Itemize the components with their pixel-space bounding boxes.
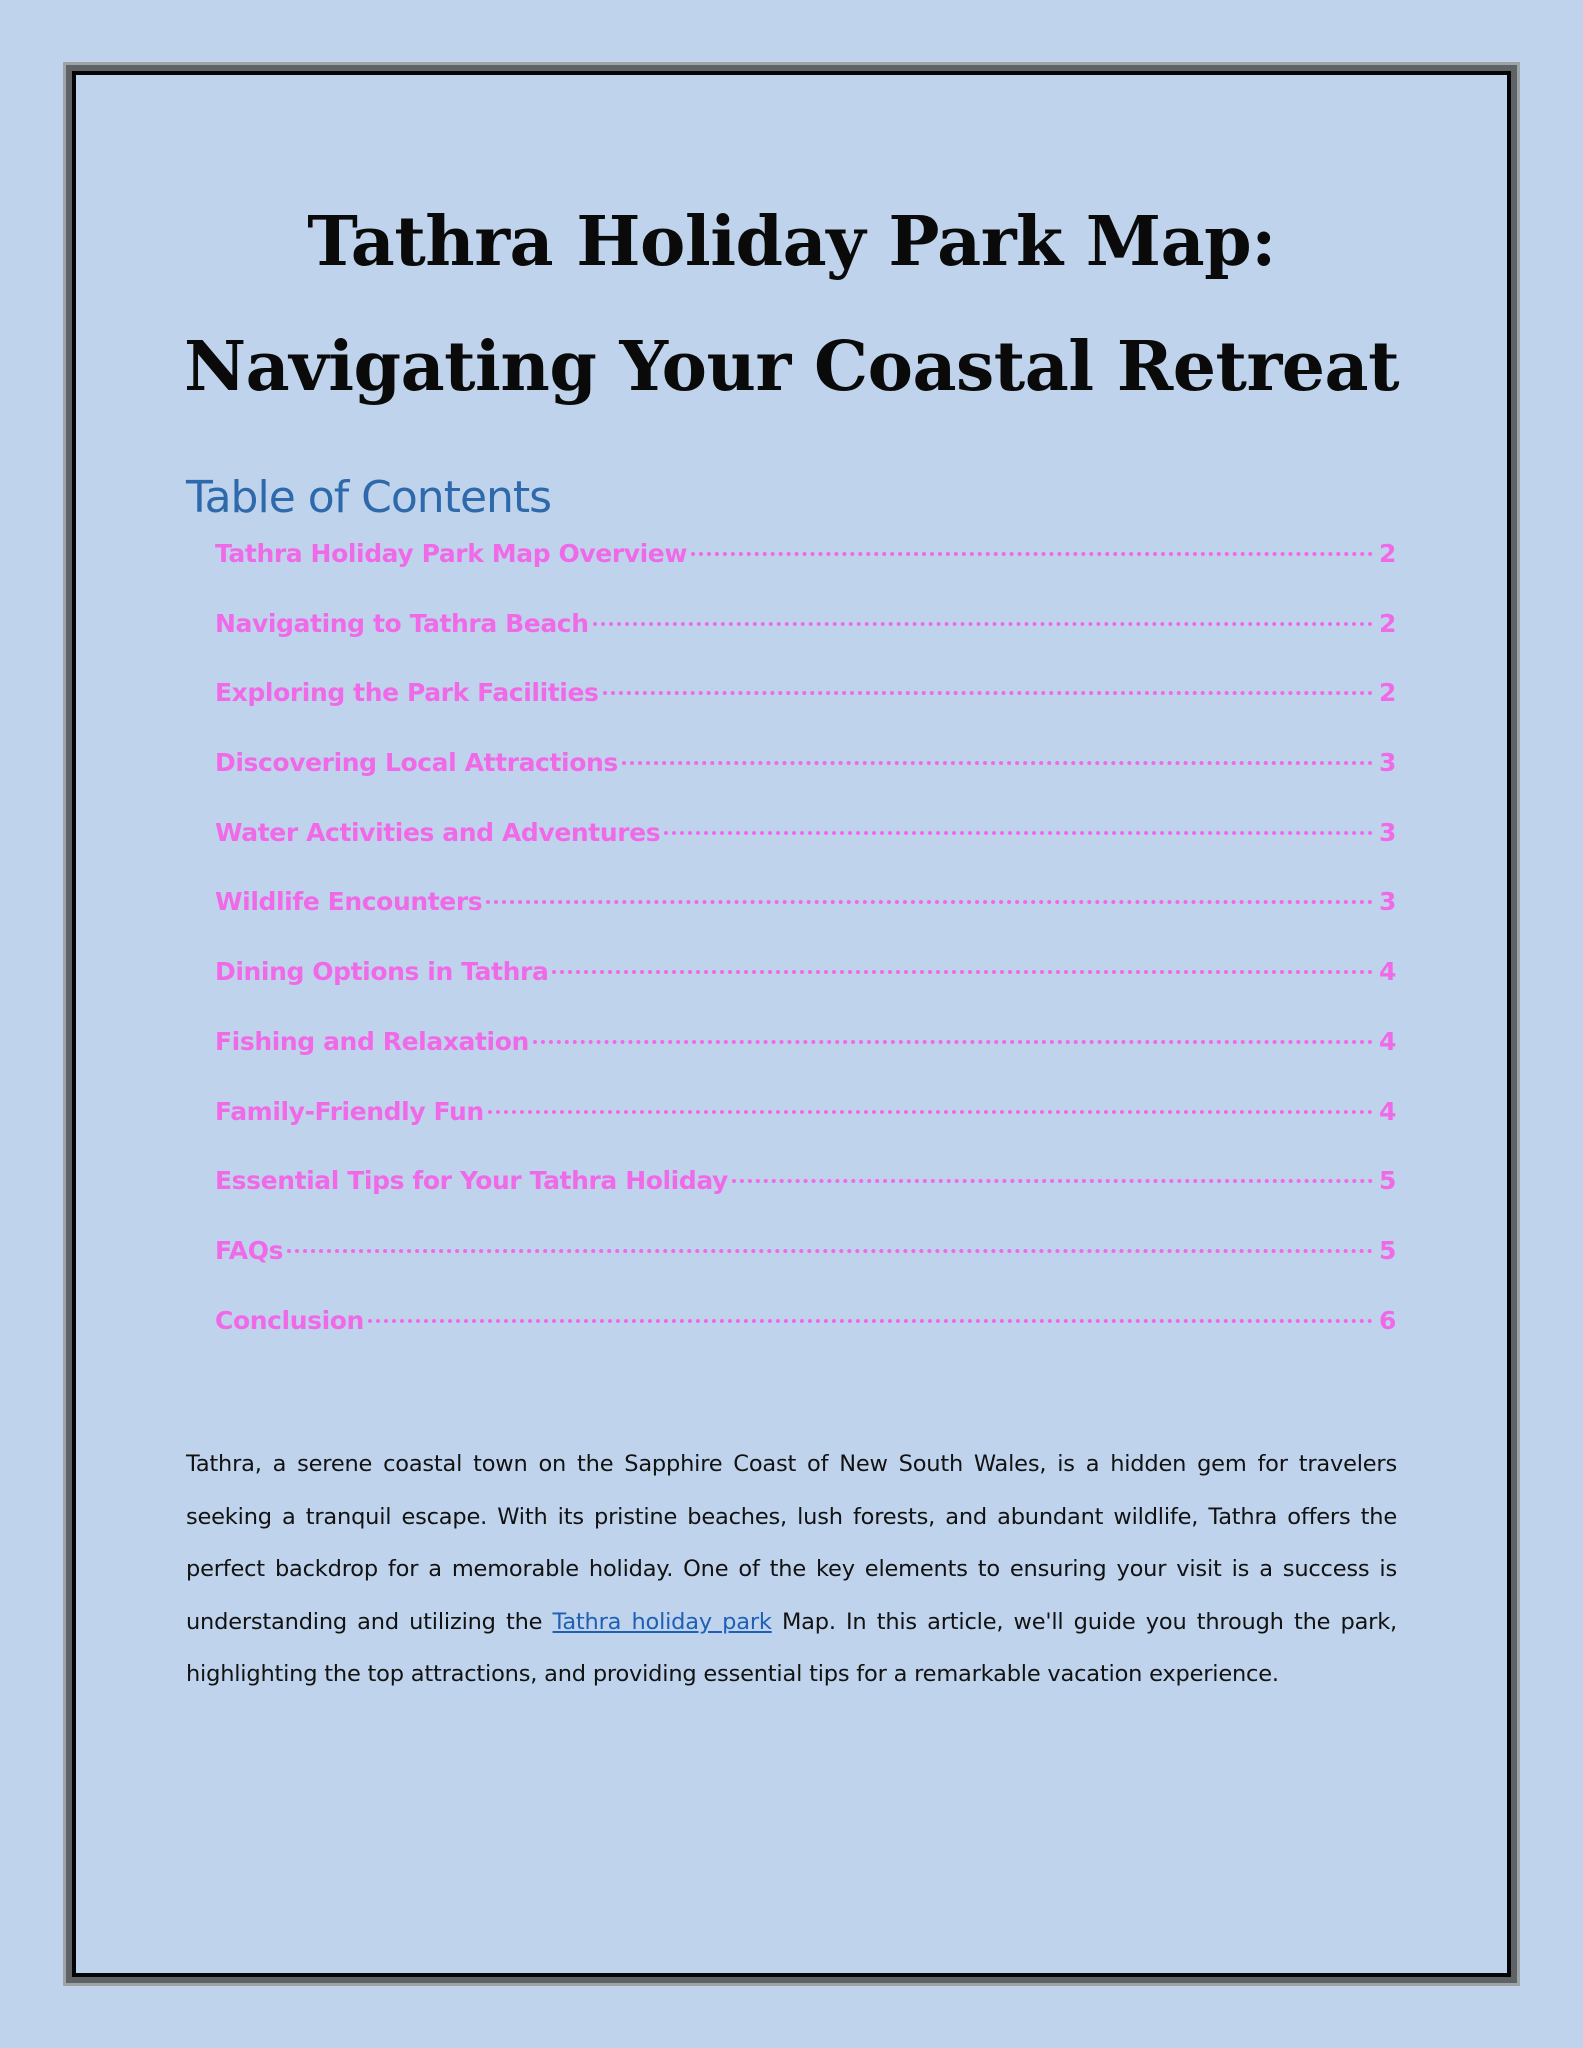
- toc-entry-page: 2: [1379, 678, 1396, 708]
- intro-paragraph: [186, 1438, 1397, 1701]
- toc-entry-page: 3: [1379, 817, 1396, 847]
- toc-leader-dots: [552, 970, 1373, 974]
- toc-entry-wildlife-encounters[interactable]: [215, 882, 1396, 952]
- toc-leader-dots: [603, 691, 1374, 695]
- toc-entry-local-attractions[interactable]: [215, 743, 1396, 813]
- toc-entry-title: Family-Friendly Fun: [215, 1096, 484, 1126]
- toc-entry-title: Fishing and Relaxation: [215, 1026, 529, 1056]
- toc-entry-title: Water Activities and Adventures: [215, 817, 661, 847]
- toc-entry-title: Exploring the Park Facilities: [215, 678, 599, 708]
- toc-entry-page: 3: [1379, 748, 1396, 778]
- toc-entry-title: Essential Tips for Your Tathra Holiday: [215, 1166, 728, 1196]
- toc-entry-title: Dining Options in Tathra: [215, 957, 549, 987]
- toc-entry-title: Navigating to Tathra Beach: [215, 608, 589, 638]
- toc-entry-page: 5: [1379, 1235, 1396, 1265]
- toc-entry-navigating-to-beach[interactable]: [215, 604, 1396, 674]
- toc-entry-page: 4: [1379, 1096, 1396, 1126]
- toc-entry-fishing-relaxation[interactable]: [215, 1022, 1396, 1092]
- toc-entry-page: 3: [1379, 887, 1396, 917]
- toc-leader-dots: [664, 831, 1373, 835]
- toc-entry-page: 4: [1379, 1026, 1396, 1056]
- toc-leader-dots: [593, 622, 1373, 626]
- toc-leader-dots: [486, 900, 1373, 904]
- toc-entry-title: Tathra Holiday Park Map Overview: [215, 539, 688, 568]
- toc-leader-dots: [533, 1040, 1373, 1044]
- toc-entry-conclusion[interactable]: [215, 1301, 1396, 1371]
- toc-entry-family-fun[interactable]: [215, 1092, 1396, 1162]
- toc-entry-title: Wildlife Encounters: [215, 887, 483, 917]
- document-title: Tathra Holiday Park Map: Navigating Your Coastal Retreat: [183, 202, 1400, 407]
- toc-leader-dots: [368, 1319, 1373, 1323]
- toc-entry-page: 2: [1379, 608, 1396, 638]
- toc-entry-park-map-overview[interactable]: [215, 534, 1396, 604]
- toc-heading: Table of Contents: [186, 472, 552, 523]
- table-of-contents: [215, 534, 1396, 1370]
- intro-text-after-link: Map. In this article, we'll guide you through the park, highlighting the top attractions, and providing essential tips for a remarkable vacation experience.: [186, 1608, 1397, 1687]
- toc-entry-water-activities[interactable]: [215, 813, 1396, 883]
- toc-entry-title: FAQs: [215, 1235, 284, 1265]
- toc-entry-title: Conclusion: [215, 1305, 364, 1335]
- toc-entry-dining-options[interactable]: [215, 952, 1396, 1022]
- toc-leader-dots: [732, 1179, 1373, 1183]
- toc-leader-dots: [488, 1110, 1373, 1114]
- toc-entry-faqs[interactable]: [215, 1231, 1396, 1301]
- toc-entry-page: 5: [1379, 1166, 1396, 1196]
- toc-entry-page: 4: [1379, 957, 1396, 987]
- toc-entry-title: Discovering Local Attractions: [215, 748, 618, 778]
- tathra-holiday-park-link[interactable]: Tathra holiday park: [552, 1608, 772, 1635]
- toc-leader-dots: [622, 761, 1373, 765]
- intro-text-before-link: Tathra, a serene coastal town on the Sapphire Coast of New South Wales, is a hidden gem for travelers seeking a tranquil escape. With its pristine beaches, lush forests, and abundant wildlife, Tathra offers the perfect backdrop for a memorable holiday. One of the key elements to ensuring your visit is a success is understanding and utilizing the: [186, 1451, 1397, 1635]
- toc-leader-dots: [691, 552, 1373, 556]
- toc-entry-page: 2: [1379, 539, 1396, 568]
- toc-entry-essential-tips[interactable]: [215, 1161, 1396, 1231]
- toc-leader-dots: [287, 1249, 1373, 1253]
- toc-entry-park-facilities[interactable]: [215, 673, 1396, 743]
- toc-entry-page: 6: [1379, 1305, 1396, 1335]
